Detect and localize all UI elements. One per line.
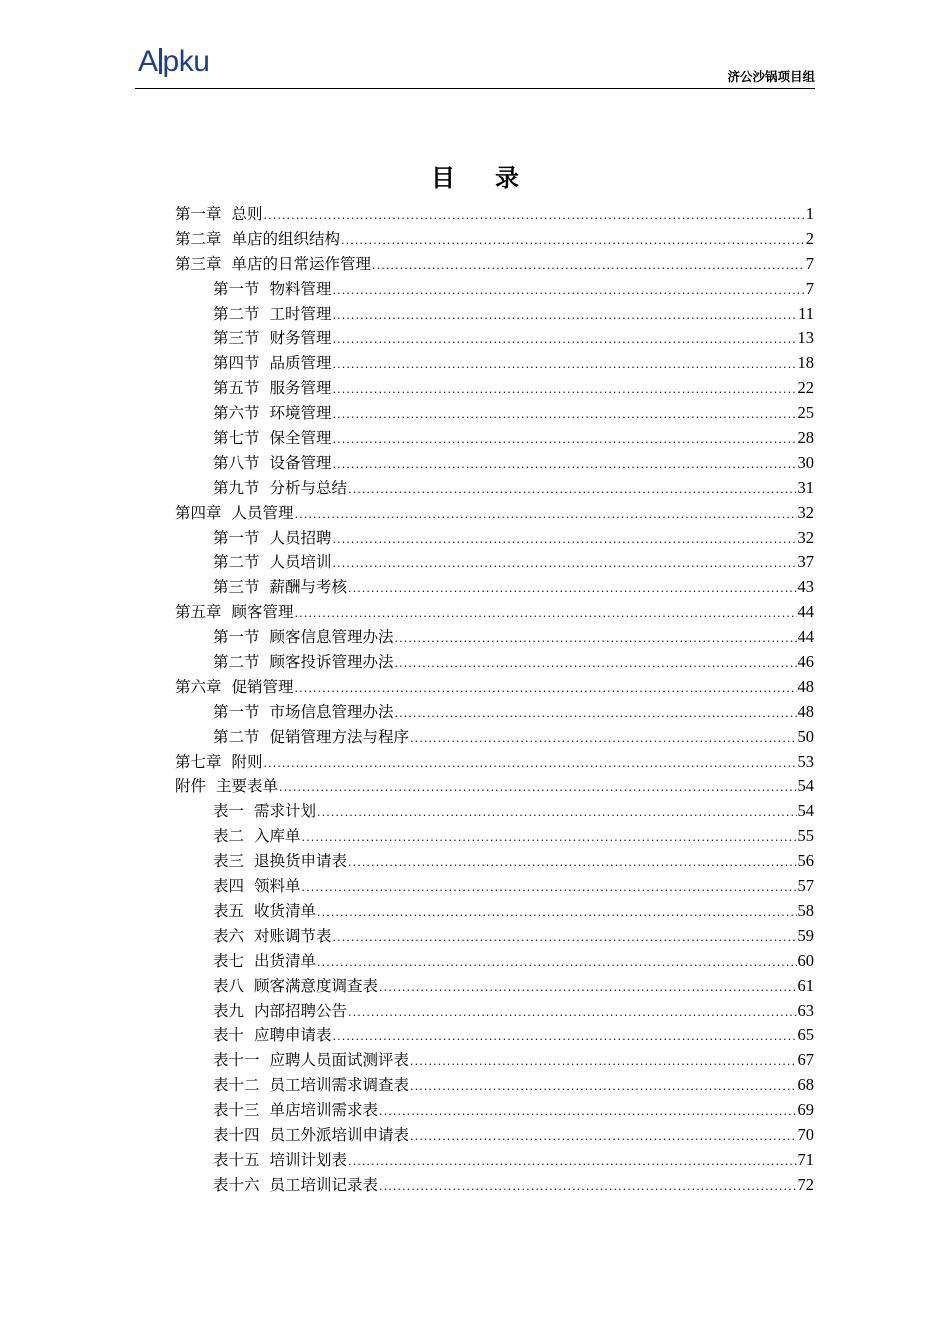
toc-entry[interactable] <box>175 575 814 600</box>
toc-entry-title: 促销管理方法与程序 <box>269 727 410 746</box>
page-header <box>135 40 815 89</box>
toc-dot-leader <box>333 353 797 378</box>
toc-entry[interactable] <box>175 227 814 252</box>
toc-entry-number: 表八 <box>213 976 245 995</box>
toc-entry-title: 品质管理 <box>269 354 332 373</box>
toc-entry-page: 48 <box>797 701 814 721</box>
page-title <box>0 158 950 193</box>
toc-dot-leader <box>333 926 797 951</box>
toc-entry-number: 第二节 <box>213 304 260 323</box>
toc-entry-title: 人员招聘 <box>269 528 332 547</box>
toc-entry-title: 设备管理 <box>269 453 332 472</box>
toc-dot-leader <box>333 528 797 553</box>
toc-dot-leader <box>302 826 797 851</box>
toc-entry-page: 1 <box>805 204 814 223</box>
toc-entry-page: 18 <box>797 353 814 373</box>
toc-entry-page: 59 <box>797 925 814 945</box>
toc-entry-number: 第四节 <box>213 354 260 373</box>
toc-entry-title: 保全管理 <box>269 429 332 448</box>
toc-entry-page: 55 <box>797 826 814 846</box>
toc-entry-page: 46 <box>797 652 814 672</box>
toc-entry-number: 第一节 <box>213 628 260 647</box>
toc-entry-page: 28 <box>797 428 814 448</box>
toc-entry[interactable] <box>175 302 814 327</box>
toc-entry[interactable] <box>175 1173 814 1198</box>
toc-entry-title: 薪酬与考核 <box>269 578 348 597</box>
toc-dot-leader <box>295 677 797 702</box>
toc-entry-number: 附件 <box>175 777 207 796</box>
toc-entry-title: 员工培训记录表 <box>269 1175 379 1194</box>
toc-dot-leader <box>295 503 797 528</box>
logo-text-left: A <box>138 45 158 78</box>
toc-entry-number: 第二章 <box>175 229 222 248</box>
toc-dot-leader <box>348 577 796 602</box>
toc-entry[interactable] <box>175 252 814 277</box>
toc-entry-number: 表十 <box>213 1026 245 1045</box>
toc-entry-title: 顾客信息管理办法 <box>269 628 394 647</box>
project-name: 济公沙锅项目组 <box>727 69 815 84</box>
toc-entry-title: 工时管理 <box>269 304 332 323</box>
toc-entry[interactable] <box>175 625 814 650</box>
toc-entry-number: 表十五 <box>213 1150 260 1169</box>
toc-entry[interactable] <box>175 1073 814 1098</box>
toc-dot-leader <box>395 627 797 652</box>
toc-entry[interactable] <box>175 750 814 775</box>
toc-entry-page: 65 <box>797 1025 814 1045</box>
toc-entry-number: 第七章 <box>175 752 222 771</box>
toc-entry-page: 31 <box>797 477 814 497</box>
toc-dot-leader <box>410 1125 796 1150</box>
toc-entry[interactable] <box>175 326 814 351</box>
toc-dot-leader <box>333 304 798 329</box>
toc-entry-number: 第七节 <box>213 429 260 448</box>
toc-entry[interactable] <box>175 1023 814 1048</box>
toc-entry-number: 表九 <box>213 1001 245 1020</box>
toc-entry-page: 71 <box>797 1149 814 1169</box>
toc-dot-leader <box>348 1001 796 1026</box>
toc-dot-leader <box>410 1075 796 1100</box>
toc-dot-leader <box>372 254 805 279</box>
toc-entry-page: 70 <box>797 1124 814 1144</box>
toc-dot-leader <box>410 1050 796 1075</box>
toc-entry[interactable] <box>175 202 814 227</box>
toc-entry-page: 7 <box>805 278 814 298</box>
toc-entry-title: 物料管理 <box>269 279 332 298</box>
toc-entry-page: 69 <box>797 1100 814 1120</box>
toc-dot-leader <box>333 552 797 577</box>
toc-entry-number: 表一 <box>213 802 245 821</box>
toc-entry-number: 第四章 <box>175 503 222 522</box>
toc-entry-page: 44 <box>797 627 814 647</box>
toc-dot-leader <box>317 951 796 976</box>
toc-entry[interactable] <box>175 1123 814 1148</box>
toc-entry-title: 出货清单 <box>254 951 317 970</box>
toc-entry-page: 61 <box>797 975 814 995</box>
toc-entry-title: 员工外派培训申请表 <box>269 1125 410 1144</box>
toc-entry-page: 32 <box>797 502 814 522</box>
toc-entry-title: 退换货申请表 <box>254 852 348 871</box>
toc-entry[interactable] <box>175 924 814 949</box>
toc-dot-leader <box>333 403 797 428</box>
page-title-part2: 录 <box>495 164 519 192</box>
toc-dot-leader <box>333 279 805 304</box>
toc-entry-title: 内部招聘公告 <box>254 1001 348 1020</box>
toc-entry-title: 领料单 <box>254 877 301 896</box>
toc-entry-page: 43 <box>797 577 814 597</box>
toc-entry[interactable] <box>175 824 814 849</box>
toc-entry[interactable] <box>175 949 814 974</box>
toc-entry-page: 50 <box>797 726 814 746</box>
toc-entry-number: 表十一 <box>213 1051 260 1070</box>
toc-entry[interactable] <box>175 774 814 799</box>
toc-entry-number: 第二节 <box>213 727 260 746</box>
toc-entry-page: 37 <box>797 552 814 572</box>
logo-bar-icon <box>159 48 162 74</box>
toc-dot-leader <box>264 204 805 229</box>
toc-entry-title: 促销管理 <box>231 677 294 696</box>
toc-entry-page: 32 <box>797 527 814 547</box>
toc-dot-leader <box>333 1025 797 1050</box>
toc-entry-title: 总则 <box>231 205 263 223</box>
page-title-part1: 目 <box>431 164 455 192</box>
toc-entry-number: 第二节 <box>213 653 260 672</box>
toc-entry-title: 市场信息管理办法 <box>269 702 394 721</box>
toc-dot-leader <box>264 752 797 777</box>
toc-entry-title: 单店的日常运作管理 <box>231 254 372 273</box>
toc-entry[interactable] <box>175 1048 814 1073</box>
toc-entry-number: 表十三 <box>213 1101 260 1120</box>
toc-entry[interactable] <box>175 1148 814 1173</box>
toc-entry-title: 人员培训 <box>269 553 332 572</box>
toc-entry[interactable] <box>175 476 814 501</box>
table-of-contents <box>175 202 814 1198</box>
toc-entry[interactable] <box>175 526 814 551</box>
toc-entry[interactable] <box>175 799 814 824</box>
toc-entry[interactable] <box>175 600 814 625</box>
toc-entry-number: 第一节 <box>213 279 260 298</box>
toc-entry-page: 56 <box>797 851 814 871</box>
toc-entry-page: 54 <box>797 776 814 796</box>
toc-entry-page: 58 <box>797 900 814 920</box>
toc-entry-title: 顾客满意度调查表 <box>254 976 379 995</box>
toc-entry[interactable] <box>175 426 814 451</box>
toc-entry-title: 分析与总结 <box>269 478 348 497</box>
toc-dot-leader <box>333 328 797 353</box>
toc-entry-title: 应聘申请表 <box>254 1026 332 1045</box>
toc-entry-number: 第一章 <box>175 205 222 223</box>
toc-entry-title: 附则 <box>231 752 263 771</box>
toc-dot-leader <box>333 453 797 478</box>
toc-entry-page: 67 <box>797 1050 814 1070</box>
toc-dot-leader <box>295 602 797 627</box>
toc-entry-page: 60 <box>797 950 814 970</box>
toc-entry-number: 第二节 <box>213 553 260 572</box>
logo-text-right: pku <box>162 45 210 78</box>
toc-entry-title: 员工培训需求调查表 <box>269 1076 410 1095</box>
toc-entry[interactable] <box>175 974 814 999</box>
toc-entry-number: 第八节 <box>213 453 260 472</box>
toc-entry-number: 表十二 <box>213 1076 260 1095</box>
toc-entry-number: 第六章 <box>175 677 222 696</box>
toc-entry[interactable] <box>175 725 814 750</box>
toc-entry[interactable] <box>175 899 814 924</box>
toc-entry-number: 第一节 <box>213 528 260 547</box>
toc-entry[interactable] <box>175 401 814 426</box>
toc-entry-number: 第三节 <box>213 329 260 348</box>
toc-entry-page: 30 <box>797 452 814 472</box>
toc-entry-number: 第五章 <box>175 603 222 622</box>
toc-entry-number: 第三节 <box>213 578 260 597</box>
toc-dot-leader <box>317 901 796 926</box>
toc-entry-number: 表六 <box>213 926 245 945</box>
toc-entry[interactable] <box>175 351 814 376</box>
toc-entry-title: 环境管理 <box>269 404 332 423</box>
toc-dot-leader <box>333 378 797 403</box>
toc-dot-leader <box>395 702 797 727</box>
toc-entry-number: 表四 <box>213 877 245 896</box>
toc-dot-leader <box>348 478 796 503</box>
toc-entry[interactable] <box>175 650 814 675</box>
toc-entry-title: 对账调节表 <box>254 926 332 945</box>
toc-entry-number: 第五节 <box>213 379 260 398</box>
toc-entry-page: 72 <box>797 1174 814 1194</box>
toc-entry[interactable] <box>175 700 814 725</box>
toc-entry-title: 单店的组织结构 <box>231 229 341 248</box>
toc-entry-title: 顾客管理 <box>231 603 294 622</box>
toc-entry-title: 主要表单 <box>216 777 279 796</box>
toc-dot-leader <box>279 776 796 801</box>
toc-dot-leader <box>410 727 796 752</box>
toc-entry-title: 服务管理 <box>269 379 332 398</box>
toc-entry-number: 表十六 <box>213 1175 260 1194</box>
toc-entry-page: 25 <box>797 403 814 423</box>
toc-entry-title: 顾客投诉管理办法 <box>269 653 394 672</box>
toc-entry-number: 第三章 <box>175 254 222 273</box>
toc-dot-leader <box>395 652 797 677</box>
toc-entry[interactable] <box>175 849 814 874</box>
toc-entry[interactable] <box>175 675 814 700</box>
toc-dot-leader <box>379 1100 796 1125</box>
toc-dot-leader <box>333 428 797 453</box>
toc-entry-page: 2 <box>805 228 814 248</box>
toc-dot-leader <box>341 229 805 254</box>
toc-entry-title: 单店培训需求表 <box>269 1101 379 1120</box>
toc-entry-title: 入库单 <box>254 827 301 846</box>
toc-dot-leader <box>302 876 797 901</box>
toc-entry-number: 第一节 <box>213 702 260 721</box>
toc-entry-title: 需求计划 <box>254 802 317 821</box>
toc-entry-page: 11 <box>798 303 814 323</box>
toc-entry-page: 7 <box>805 253 814 273</box>
toc-entry[interactable] <box>175 501 814 526</box>
toc-entry-page: 44 <box>797 602 814 622</box>
toc-entry-title: 收货清单 <box>254 901 317 920</box>
toc-dot-leader <box>348 1150 796 1175</box>
toc-entry-page: 57 <box>797 876 814 896</box>
toc-entry[interactable] <box>175 376 814 401</box>
toc-entry[interactable] <box>175 550 814 575</box>
toc-entry-page: 54 <box>797 801 814 821</box>
toc-entry-title: 财务管理 <box>269 329 332 348</box>
toc-entry-page: 63 <box>797 1000 814 1020</box>
toc-entry-page: 53 <box>797 751 814 771</box>
toc-entry[interactable] <box>175 1098 814 1123</box>
toc-entry-page: 13 <box>797 328 814 348</box>
toc-entry-number: 第六节 <box>213 404 260 423</box>
toc-entry-number: 表五 <box>213 901 245 920</box>
toc-dot-leader <box>379 1175 796 1200</box>
toc-entry-title: 培训计划表 <box>269 1150 348 1169</box>
toc-entry-page: 48 <box>797 676 814 696</box>
toc-entry-page: 22 <box>797 378 814 398</box>
toc-dot-leader <box>379 976 796 1001</box>
toc-dot-leader <box>317 801 796 826</box>
toc-entry-page: 68 <box>797 1075 814 1095</box>
toc-entry[interactable] <box>175 451 814 476</box>
toc-dot-leader <box>348 851 796 876</box>
toc-entry[interactable] <box>175 874 814 899</box>
toc-entry[interactable] <box>175 999 814 1024</box>
toc-entry[interactable] <box>175 277 814 302</box>
toc-entry-title: 应聘人员面试测评表 <box>269 1051 410 1070</box>
toc-entry-number: 表十四 <box>213 1125 260 1144</box>
toc-entry-number: 第九节 <box>213 478 260 497</box>
logo <box>138 44 209 80</box>
toc-entry-title: 人员管理 <box>231 503 294 522</box>
toc-entry-number: 表七 <box>213 951 245 970</box>
toc-entry-number: 表三 <box>213 852 245 871</box>
toc-entry-number: 表二 <box>213 827 245 846</box>
